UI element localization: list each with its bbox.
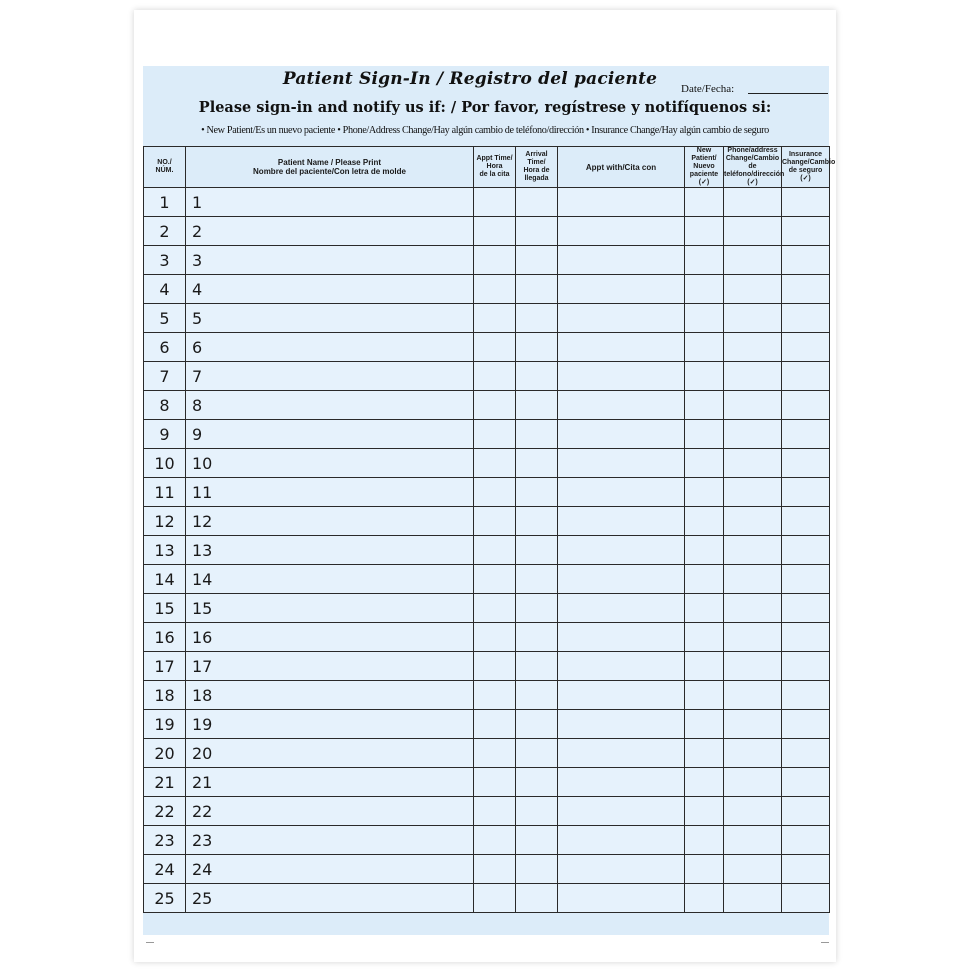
new-patient-cell[interactable] [685, 855, 724, 884]
arrival-time-cell[interactable] [516, 507, 558, 536]
patient-name-cell[interactable]: 25 [186, 884, 474, 913]
appt-time-cell[interactable] [474, 188, 516, 217]
form-sheet [134, 10, 836, 962]
table-row [144, 362, 830, 391]
appt-time-cell[interactable] [474, 652, 516, 681]
table-header-row [144, 147, 830, 188]
appt-time-cell[interactable] [474, 739, 516, 768]
new-patient-cell[interactable] [685, 391, 724, 420]
table-row [144, 623, 830, 652]
notify-options: • New Patient/Es un nuevo paciente • Phone/Address Change/Hay algún cambio de teléfono/dirección • Insurance Change/Hay algún cambio de seguro [201, 125, 769, 136]
appt-with-cell[interactable] [558, 449, 685, 478]
appt-with-cell[interactable] [558, 565, 685, 594]
table-row [144, 652, 830, 681]
phone-change-cell[interactable] [724, 565, 782, 594]
header-line: paciente [689, 171, 719, 178]
insurance-change-cell[interactable] [782, 246, 830, 275]
appt-time-cell[interactable] [474, 536, 516, 565]
arrival-time-cell[interactable] [516, 884, 558, 913]
new-patient-cell[interactable] [685, 739, 724, 768]
appt-with-cell[interactable] [558, 710, 685, 739]
table-body [144, 188, 830, 913]
appt-time-cell[interactable] [474, 507, 516, 536]
new-patient-cell[interactable] [685, 884, 724, 913]
insurance-change-cell[interactable] [782, 275, 830, 304]
arrival-time-cell[interactable] [516, 768, 558, 797]
new-patient-cell[interactable] [685, 304, 724, 333]
insurance-change-cell[interactable] [782, 304, 830, 333]
new-patient-cell[interactable] [685, 797, 724, 826]
patient-name-cell[interactable]: 19 [186, 710, 474, 739]
header-line: Nuevo [693, 163, 715, 170]
row-number: 25 [144, 884, 186, 913]
appt-time-cell[interactable] [474, 855, 516, 884]
insurance-change-cell[interactable] [782, 565, 830, 594]
header-line: NÚM. [155, 167, 174, 174]
table-row [144, 217, 830, 246]
insurance-change-cell[interactable] [782, 623, 830, 652]
row-number: 20 [144, 739, 186, 768]
table-row [144, 304, 830, 333]
table-row [144, 391, 830, 420]
row-number: 1 [144, 188, 186, 217]
table-row [144, 507, 830, 536]
header-line: teléfono/dirección [724, 171, 785, 178]
phone-change-cell[interactable] [724, 652, 782, 681]
row-number: 10 [144, 449, 186, 478]
table-row [144, 478, 830, 507]
appt-with-cell[interactable] [558, 739, 685, 768]
row-number: 21 [144, 768, 186, 797]
appt-time-cell[interactable] [474, 594, 516, 623]
appt-with-cell[interactable] [558, 304, 685, 333]
arrival-time-cell[interactable] [516, 391, 558, 420]
arrival-time-cell[interactable] [516, 333, 558, 362]
row-number: 3 [144, 246, 186, 275]
phone-change-cell[interactable] [724, 594, 782, 623]
phone-change-cell[interactable] [724, 623, 782, 652]
row-number: 13 [144, 536, 186, 565]
date-label: Date/Fecha: [681, 83, 735, 95]
row-number: 15 [144, 594, 186, 623]
header-line: Patient/ [691, 155, 717, 162]
new-patient-cell[interactable] [685, 507, 724, 536]
corner-mark-right [821, 942, 829, 943]
patient-name-cell[interactable]: 8 [186, 391, 474, 420]
appt-time-cell[interactable] [474, 565, 516, 594]
phone-change-cell[interactable] [724, 188, 782, 217]
appt-time-cell[interactable] [474, 768, 516, 797]
appt-with-cell[interactable] [558, 884, 685, 913]
appt-time-cell[interactable] [474, 362, 516, 391]
table-row [144, 565, 830, 594]
insurance-change-cell[interactable] [782, 507, 830, 536]
appt-with-cell[interactable] [558, 217, 685, 246]
row-number: 24 [144, 855, 186, 884]
arrival-time-cell[interactable] [516, 478, 558, 507]
header-line: Change/Cambio de [725, 155, 780, 170]
table-row [144, 188, 830, 217]
appt-with-cell[interactable] [558, 333, 685, 362]
patient-name-cell[interactable]: 22 [186, 797, 474, 826]
row-number: 5 [144, 304, 186, 333]
sign-in-table [143, 146, 836, 913]
row-number: 17 [144, 652, 186, 681]
phone-change-cell[interactable] [724, 362, 782, 391]
insurance-change-cell[interactable] [782, 768, 830, 797]
table-row [144, 681, 830, 710]
phone-change-cell[interactable] [724, 681, 782, 710]
patient-name-cell[interactable]: 2 [186, 217, 474, 246]
patient-name-cell[interactable]: 18 [186, 681, 474, 710]
arrival-time-cell[interactable] [516, 623, 558, 652]
new-patient-cell[interactable] [685, 217, 724, 246]
patient-name-cell[interactable]: 16 [186, 623, 474, 652]
arrival-time-cell[interactable] [516, 536, 558, 565]
patient-name-cell[interactable]: 20 [186, 739, 474, 768]
row-number: 12 [144, 507, 186, 536]
new-patient-cell[interactable] [685, 275, 724, 304]
arrival-time-cell[interactable] [516, 420, 558, 449]
new-patient-cell[interactable] [685, 594, 724, 623]
phone-change-cell[interactable] [724, 768, 782, 797]
insurance-change-cell[interactable] [782, 594, 830, 623]
appt-with-cell[interactable] [558, 246, 685, 275]
patient-name-cell[interactable]: 1 [186, 188, 474, 217]
row-number: 9 [144, 420, 186, 449]
insurance-change-cell[interactable] [782, 739, 830, 768]
appt-time-cell[interactable] [474, 710, 516, 739]
phone-change-cell[interactable] [724, 391, 782, 420]
arrival-time-cell[interactable] [516, 217, 558, 246]
header-appt-time [474, 147, 516, 188]
insurance-change-cell[interactable] [782, 391, 830, 420]
table-row [144, 826, 830, 855]
date-field[interactable] [748, 93, 828, 94]
row-number: 6 [144, 333, 186, 362]
appt-with-cell[interactable] [558, 362, 685, 391]
header-line: llegada [524, 175, 549, 182]
arrival-time-cell[interactable] [516, 855, 558, 884]
patient-name-cell[interactable]: 5 [186, 304, 474, 333]
appt-time-cell[interactable] [474, 449, 516, 478]
header-line: Appt Time/ [476, 155, 513, 162]
appt-with-cell[interactable] [558, 536, 685, 565]
phone-change-cell[interactable] [724, 275, 782, 304]
new-patient-cell[interactable] [685, 652, 724, 681]
new-patient-cell[interactable] [685, 420, 724, 449]
patient-name-cell[interactable]: 14 [186, 565, 474, 594]
table-row [144, 797, 830, 826]
table-row [144, 333, 830, 362]
corner-mark-left [146, 942, 154, 943]
appt-with-cell[interactable] [558, 652, 685, 681]
appt-time-cell[interactable] [474, 333, 516, 362]
table-row [144, 420, 830, 449]
phone-change-cell[interactable] [724, 710, 782, 739]
patient-name-cell[interactable]: 15 [186, 594, 474, 623]
insurance-change-cell[interactable] [782, 478, 830, 507]
appt-with-cell[interactable] [558, 594, 685, 623]
patient-name-cell[interactable]: 12 [186, 507, 474, 536]
header-patient-name [186, 147, 474, 188]
header-line: Change/Cambio [782, 159, 836, 166]
patient-name-cell[interactable]: 9 [186, 420, 474, 449]
header-arrival-time [516, 147, 558, 188]
new-patient-cell[interactable] [685, 565, 724, 594]
appt-with-cell[interactable] [558, 797, 685, 826]
form-subtitle: Please sign-in and notify us if: / Por favor, regístrese y notifíquenos si: [198, 99, 772, 116]
new-patient-cell[interactable] [685, 710, 724, 739]
row-number: 18 [144, 681, 186, 710]
new-patient-cell[interactable] [685, 826, 724, 855]
header-new-patient [685, 147, 724, 188]
phone-change-cell[interactable] [724, 246, 782, 275]
header-appt-with [558, 147, 685, 188]
phone-change-cell[interactable] [724, 536, 782, 565]
header-line: (✓) [747, 179, 758, 186]
header-line: Hora [486, 163, 503, 170]
arrival-time-cell[interactable] [516, 275, 558, 304]
appt-with-cell[interactable] [558, 623, 685, 652]
row-number: 19 [144, 710, 186, 739]
arrival-time-cell[interactable] [516, 797, 558, 826]
arrival-time-cell[interactable] [516, 449, 558, 478]
insurance-change-cell[interactable] [782, 536, 830, 565]
insurance-change-cell[interactable] [782, 420, 830, 449]
appt-time-cell[interactable] [474, 797, 516, 826]
new-patient-cell[interactable] [685, 536, 724, 565]
phone-change-cell[interactable] [724, 304, 782, 333]
row-number: 2 [144, 217, 186, 246]
header-line: de la cita [479, 171, 510, 178]
header-line: de seguro [788, 167, 823, 174]
arrival-time-cell[interactable] [516, 362, 558, 391]
new-patient-cell[interactable] [685, 623, 724, 652]
phone-change-cell[interactable] [724, 855, 782, 884]
insurance-change-cell[interactable] [782, 188, 830, 217]
table-row [144, 739, 830, 768]
phone-change-cell[interactable] [724, 884, 782, 913]
phone-change-cell[interactable] [724, 478, 782, 507]
insurance-change-cell[interactable] [782, 217, 830, 246]
appt-with-cell[interactable] [558, 275, 685, 304]
phone-change-cell[interactable] [724, 420, 782, 449]
new-patient-cell[interactable] [685, 188, 724, 217]
table-row [144, 449, 830, 478]
header-line: Insurance [788, 151, 823, 158]
phone-change-cell[interactable] [724, 449, 782, 478]
patient-name-cell[interactable]: 7 [186, 362, 474, 391]
appt-time-cell[interactable] [474, 246, 516, 275]
row-number: 7 [144, 362, 186, 391]
phone-change-cell[interactable] [724, 217, 782, 246]
phone-change-cell[interactable] [724, 507, 782, 536]
new-patient-cell[interactable] [685, 768, 724, 797]
header-line: New [696, 147, 712, 154]
patient-name-cell[interactable]: 6 [186, 333, 474, 362]
patient-name-cell[interactable]: 21 [186, 768, 474, 797]
header-insurance-change [782, 147, 836, 188]
insurance-change-cell[interactable] [782, 449, 830, 478]
insurance-change-cell[interactable] [782, 710, 830, 739]
insurance-change-cell[interactable] [782, 681, 830, 710]
arrival-time-cell[interactable] [516, 710, 558, 739]
header-line: Patient Name / Please Print [277, 158, 382, 167]
appt-time-cell[interactable] [474, 420, 516, 449]
appt-time-cell[interactable] [474, 623, 516, 652]
phone-change-cell[interactable] [724, 739, 782, 768]
appt-time-cell[interactable] [474, 681, 516, 710]
row-number: 22 [144, 797, 186, 826]
table-row [144, 884, 830, 913]
patient-name-cell[interactable]: 17 [186, 652, 474, 681]
patient-name-cell[interactable]: 24 [186, 855, 474, 884]
appt-time-cell[interactable] [474, 304, 516, 333]
header-line: (✓) [800, 175, 811, 182]
arrival-time-cell[interactable] [516, 652, 558, 681]
phone-change-cell[interactable] [724, 333, 782, 362]
phone-change-cell[interactable] [724, 826, 782, 855]
header-line: Phone/address [727, 147, 778, 154]
insurance-change-cell[interactable] [782, 855, 830, 884]
appt-with-cell[interactable] [558, 681, 685, 710]
appt-with-cell[interactable] [558, 855, 685, 884]
arrival-time-cell[interactable] [516, 739, 558, 768]
new-patient-cell[interactable] [685, 362, 724, 391]
insurance-change-cell[interactable] [782, 362, 830, 391]
header-number [144, 147, 186, 188]
table-row [144, 536, 830, 565]
patient-name-cell[interactable]: 4 [186, 275, 474, 304]
patient-name-cell[interactable]: 3 [186, 246, 474, 275]
appt-time-cell[interactable] [474, 478, 516, 507]
row-number: 23 [144, 826, 186, 855]
arrival-time-cell[interactable] [516, 594, 558, 623]
header-line: Hora de [523, 167, 550, 174]
row-number: 8 [144, 391, 186, 420]
appt-time-cell[interactable] [474, 826, 516, 855]
arrival-time-cell[interactable] [516, 188, 558, 217]
header-line: Nombre del paciente/Con letra de molde [253, 167, 406, 176]
insurance-change-cell[interactable] [782, 797, 830, 826]
form-title: Patient Sign-In / Registro del paciente [282, 69, 658, 89]
header-line: (✓) [698, 179, 710, 186]
header-phone-change [724, 147, 785, 188]
table-row [144, 855, 830, 884]
appt-time-cell[interactable] [474, 275, 516, 304]
appt-with-cell[interactable] [558, 507, 685, 536]
appt-with-cell[interactable] [558, 826, 685, 855]
new-patient-cell[interactable] [685, 681, 724, 710]
appt-with-cell[interactable] [558, 391, 685, 420]
table-row [144, 768, 830, 797]
patient-name-cell[interactable]: 23 [186, 826, 474, 855]
appt-with-cell[interactable] [558, 768, 685, 797]
new-patient-cell[interactable] [685, 449, 724, 478]
patient-name-cell[interactable]: 10 [186, 449, 474, 478]
row-number: 11 [144, 478, 186, 507]
arrival-time-cell[interactable] [516, 565, 558, 594]
header-line: NO./ [157, 159, 172, 166]
appt-with-cell[interactable] [558, 478, 685, 507]
phone-change-cell[interactable] [724, 797, 782, 826]
appt-time-cell[interactable] [474, 391, 516, 420]
arrival-time-cell[interactable] [516, 304, 558, 333]
table-row [144, 275, 830, 304]
appt-time-cell[interactable] [474, 217, 516, 246]
appt-with-cell[interactable] [558, 188, 685, 217]
arrival-time-cell[interactable] [516, 681, 558, 710]
insurance-change-cell[interactable] [782, 826, 830, 855]
table-row [144, 246, 830, 275]
header-line: Arrival Time/ [525, 151, 548, 166]
new-patient-cell[interactable] [685, 246, 724, 275]
patient-name-cell[interactable]: 11 [186, 478, 474, 507]
table-row [144, 710, 830, 739]
new-patient-cell[interactable] [685, 333, 724, 362]
insurance-change-cell[interactable] [782, 333, 830, 362]
header-line: Appt with/Cita con [585, 162, 657, 172]
row-number: 16 [144, 623, 186, 652]
patient-name-cell[interactable]: 13 [186, 536, 474, 565]
row-number: 14 [144, 565, 186, 594]
arrival-time-cell[interactable] [516, 826, 558, 855]
row-number: 4 [144, 275, 186, 304]
new-patient-cell[interactable] [685, 478, 724, 507]
arrival-time-cell[interactable] [516, 246, 558, 275]
insurance-change-cell[interactable] [782, 884, 830, 913]
insurance-change-cell[interactable] [782, 652, 830, 681]
appt-with-cell[interactable] [558, 420, 685, 449]
table-row [144, 594, 830, 623]
appt-time-cell[interactable] [474, 884, 516, 913]
